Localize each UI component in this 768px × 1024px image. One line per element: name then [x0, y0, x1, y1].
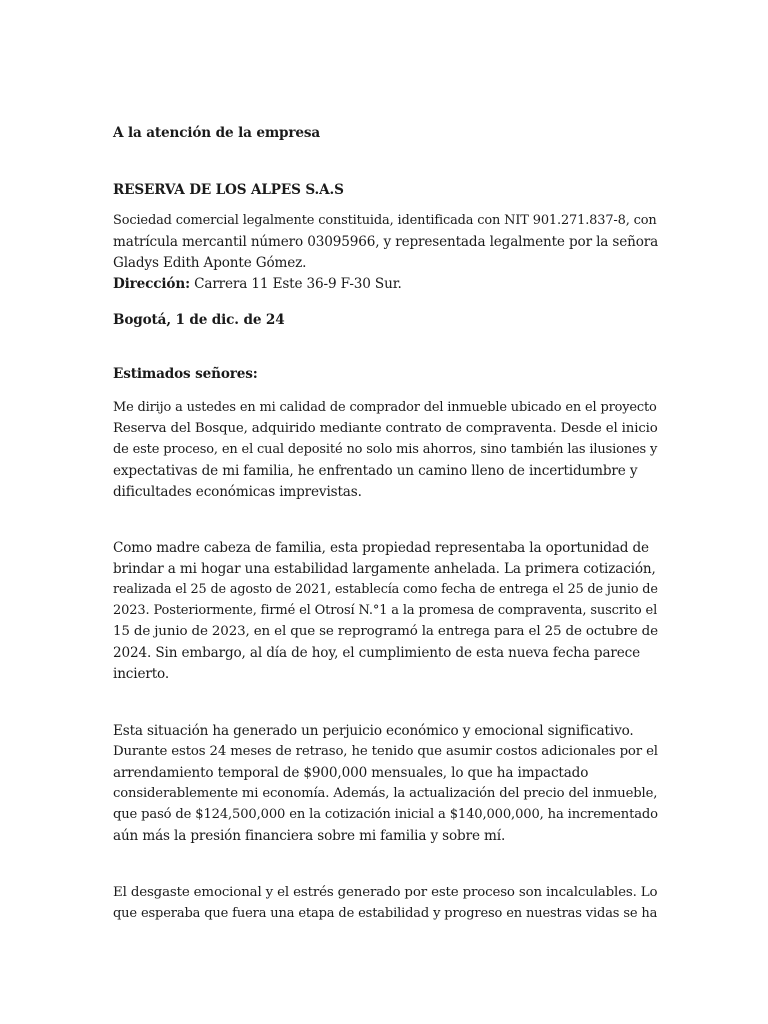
company-desc-line: matrícula mercantil número 03095966, y representada legalmente por la señora	[113, 234, 659, 250]
paragraph-line: considerablemente mi economía. Además, la actualización del precio del inmueble,	[113, 786, 658, 801]
paragraph-line: que pasó de $124,500,000 en la cotización inicial a $140,000,000, ha incrementado	[113, 807, 658, 822]
paragraph-line: realizada el 25 de agosto de 2021, establecía como fecha de entrega el 25 de junio de	[113, 582, 658, 597]
paragraph-line: 15 de junio de 2023, en el que se reprogramó la entrega para el 25 de octubre de	[113, 624, 658, 639]
paragraph-line: expectativas de mi familia, he enfrentado un camino lleno de incertidumbre y	[113, 463, 638, 479]
paragraph-line: El desgaste emocional y el estrés generado por este proceso son incalculables. Lo	[113, 885, 658, 900]
address-value: Carrera 11 Este 36-9 F-30 Sur.	[189, 276, 402, 292]
address-line	[113, 274, 402, 294]
company-desc-line: Gladys Edith Aponte Gómez.	[113, 255, 307, 271]
attention-line: A la atención de la empresa	[113, 125, 321, 141]
company-desc-line: Sociedad comercial legalmente constituida, identificada con NIT 901.271.837-8, con	[113, 213, 657, 228]
paragraph-line: Como madre cabeza de familia, esta propiedad representaba la oportunidad de	[113, 540, 649, 556]
salutation: Estimados señores:	[113, 366, 258, 382]
paragraph-line: Reserva del Bosque, adquirido mediante contrato de compraventa. Desde el inicio	[113, 421, 658, 436]
paragraph-line: dificultades económicas imprevistas.	[113, 484, 362, 500]
paragraph-line: Esta situación ha generado un perjuicio económico y emocional significativo.	[113, 723, 634, 739]
paragraph-line: brindar a mi hogar una estabilidad largamente anhelada. La primera cotización,	[113, 561, 656, 577]
paragraph-line: aún más la presión financiera sobre mi familia y sobre mí.	[113, 828, 506, 844]
paragraph-line: Durante estos 24 meses de retraso, he tenido que asumir costos adicionales por el	[113, 744, 658, 759]
paragraph-line: que esperaba que fuera una etapa de estabilidad y progreso en nuestras vidas se ha	[113, 906, 658, 921]
date-line: Bogotá, 1 de dic. de 24	[113, 312, 285, 328]
company-name: RESERVA DE LOS ALPES S.A.S	[113, 182, 344, 198]
paragraph-line: 2023. Posteriormente, firmé el Otrosí N.°1 a la promesa de compraventa, suscrito el	[113, 603, 658, 618]
paragraph-line: Me dirijo a ustedes en mi calidad de comprador del inmueble ubicado en el proyecto	[113, 400, 657, 415]
paragraph-line: arrendamiento temporal de $900,000 mensuales, lo que ha impactado	[113, 765, 589, 781]
paragraph-line: de este proceso, en el cual deposité no solo mis ahorros, sino también las ilusiones y	[113, 442, 658, 457]
address-label: Dirección:	[113, 276, 190, 292]
paragraph-line: incierto.	[113, 666, 169, 682]
paragraph-line: 2024. Sin embargo, al día de hoy, el cumplimiento de esta nueva fecha parece	[113, 645, 640, 661]
